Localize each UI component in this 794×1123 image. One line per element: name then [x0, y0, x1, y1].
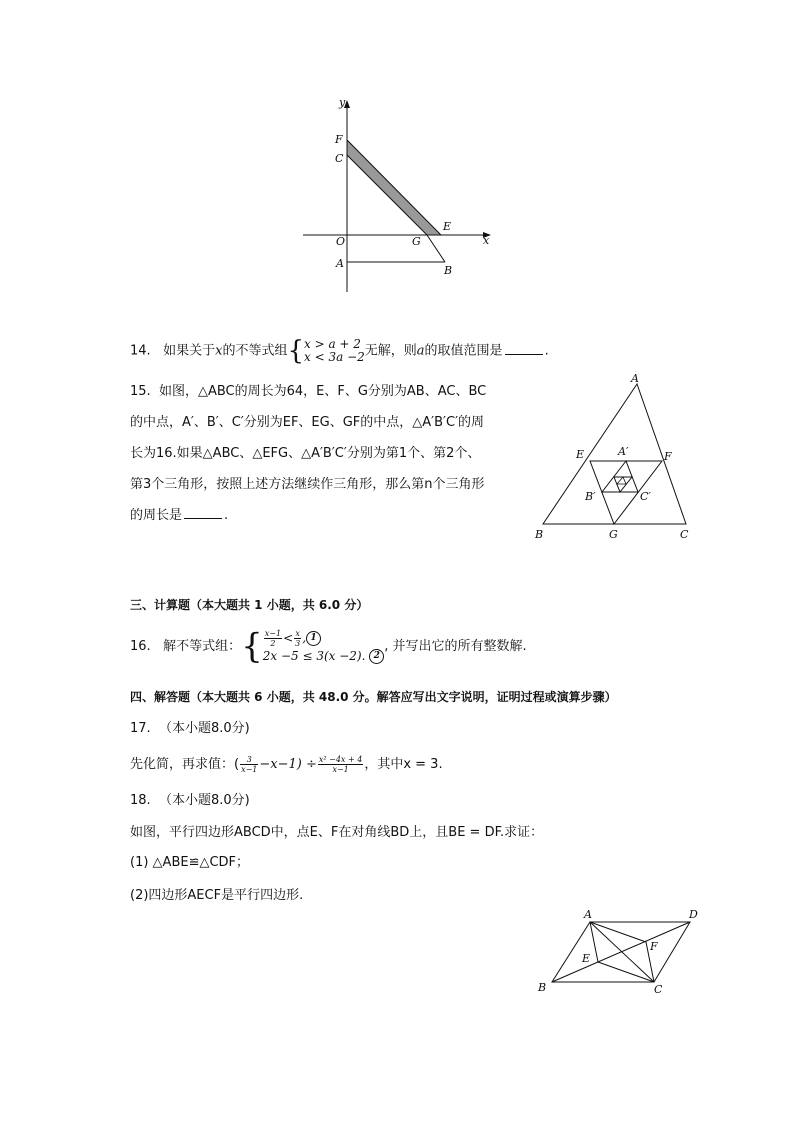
- label-A-prime: A′: [618, 445, 629, 458]
- q16-brace: {: [241, 626, 263, 667]
- q15-number: 15.: [130, 384, 151, 399]
- q16-frac-1-den: 2: [270, 639, 276, 648]
- label-O: O: [336, 235, 346, 248]
- q17-text-1: 先化简，再求值：(: [130, 757, 240, 772]
- q16-number: 16.: [130, 639, 151, 654]
- segment-to-B: [427, 235, 445, 262]
- label-G: G: [412, 235, 421, 248]
- label-y: y: [339, 96, 346, 109]
- question-18-header: [130, 792, 250, 810]
- q16-frac-2-den: 3: [295, 639, 301, 648]
- triangle-5: [617, 477, 626, 484]
- q16-text-2: , 并写出它的所有整数解.: [384, 639, 527, 654]
- q16-row-2: [263, 648, 385, 664]
- q17-frac-1-den: x−1: [241, 765, 258, 774]
- q15-line-5: [130, 500, 486, 531]
- q16-lt: <: [283, 631, 294, 645]
- q14-text-5: .: [544, 343, 549, 359]
- label-x: x: [483, 234, 490, 247]
- nested-triangles-figure: [530, 372, 700, 544]
- shaded-band: [347, 140, 441, 235]
- label-C: C: [680, 528, 689, 541]
- label-E: E: [443, 220, 452, 233]
- q17-text-2: −x−1) ÷: [259, 757, 317, 772]
- q14-answer-blank[interactable]: [505, 343, 543, 355]
- label-F: F: [335, 133, 343, 146]
- question-15: [130, 376, 486, 531]
- segment-AC: [590, 922, 654, 982]
- q17-frac-2: [318, 755, 363, 774]
- q14-ineq-1: x > a + 2: [304, 337, 361, 351]
- question-17-header: [130, 720, 250, 738]
- q14-text-3: 无解，则: [364, 343, 417, 359]
- label-B: B: [535, 528, 544, 541]
- q15-line-4: 第3个三角形，按照上述方法继续作三角形，那么第n个三角形: [130, 477, 485, 492]
- q16-circle-2: 2: [369, 649, 384, 664]
- section-4-heading: 四、解答题（本大题共 6 小题，共 48.0 分。解答应写出文字说明，证明过程或演算步骤）: [130, 690, 617, 704]
- q17-frac-2-num: x² −4x + 4: [318, 755, 363, 764]
- coordinate-graph-figure: [295, 92, 505, 297]
- q16-frac-1-num: x−1: [264, 629, 282, 638]
- q16-frac-2: [294, 629, 301, 648]
- label-B: B: [538, 981, 547, 994]
- q17-frac-1: [240, 755, 258, 774]
- label-A: A: [584, 908, 592, 921]
- q17-number: 17.: [130, 721, 151, 736]
- label-A: A: [631, 372, 639, 385]
- q14-var-x: x: [215, 343, 223, 359]
- label-F: F: [650, 940, 658, 953]
- label-E: E: [582, 952, 591, 965]
- q15-text-5b: .: [224, 508, 229, 523]
- q17-frac-1-num: 3: [240, 755, 258, 765]
- label-A: A: [336, 257, 344, 270]
- q16-frac-1: [264, 629, 282, 648]
- q15-answer-blank[interactable]: [184, 507, 222, 519]
- q15-text-5a: 的周长是: [130, 508, 183, 523]
- label-G: G: [609, 528, 618, 541]
- q18-score: （本小题8.0分): [158, 793, 250, 808]
- diagonal-BD: [552, 922, 690, 982]
- q15-line-1: [130, 376, 486, 407]
- q18-line-1: 如图，平行四边形ABCD中，点E、F在对角线BD上，且BE = DF.求证：: [130, 825, 544, 840]
- q15-line-2: 的中点，A′、B′、C′分别为EF、EG、GF的中点，△A′B′C′的周: [130, 415, 485, 430]
- q17-frac-2-den: x−1: [332, 765, 349, 774]
- q14-text-4: 的取值范围是: [424, 343, 503, 359]
- q14-number: 14.: [130, 343, 151, 359]
- q17-score: （本小题8.0分): [158, 721, 250, 736]
- label-D: D: [689, 908, 698, 921]
- q16-circle-1: 1: [306, 631, 321, 646]
- q14-text-2: 的不等式组: [222, 343, 288, 359]
- q14-system: [304, 338, 365, 364]
- q14-ineq-2: x < 3a −2: [304, 350, 365, 364]
- q14-var-a: a: [416, 343, 425, 359]
- q18-line-3: (2)四边形AECF是平行四边形.: [130, 888, 304, 903]
- q18-line-2: (1) △ABE≌△CDF；: [130, 855, 250, 870]
- q16-comma: ,: [302, 631, 307, 645]
- question-14: [130, 338, 549, 364]
- parallelogram-figure: [530, 900, 710, 1000]
- q16-row-1: [263, 629, 385, 648]
- q15-text-1: 如图，△ABC的周长为64，E、F、G分别为AB、AC、BC: [158, 384, 487, 399]
- q16-system: [263, 629, 385, 664]
- label-B-prime: B′: [585, 490, 596, 503]
- q14-brace: {: [287, 336, 305, 366]
- label-C: C: [654, 983, 663, 996]
- q16-ineq-2: 2x −5 ≤ 3(x −2).: [262, 649, 366, 663]
- label-C: C: [335, 152, 344, 165]
- q14-text-1: 如果关于: [163, 343, 216, 359]
- label-F: F: [664, 450, 672, 463]
- question-17-body: [130, 754, 443, 776]
- q15-line-3: 长为16.如果△ABC、△EFG、△A′B′C′分别为第1个、第2个、: [130, 446, 481, 461]
- q17-text-3: ，其中x = 3.: [364, 757, 443, 772]
- question-16: [130, 626, 527, 667]
- label-E: E: [576, 448, 585, 461]
- q16-frac-2-num: x: [295, 629, 300, 638]
- triangle-4: [614, 477, 632, 492]
- label-C-prime: C′: [640, 490, 651, 503]
- q16-text-1: 解不等式组：: [163, 639, 242, 654]
- q18-number: 18.: [130, 793, 151, 808]
- section-3-heading: 三、计算题（本大题共 1 小题，共 6.0 分）: [130, 598, 369, 612]
- label-B: B: [444, 264, 453, 277]
